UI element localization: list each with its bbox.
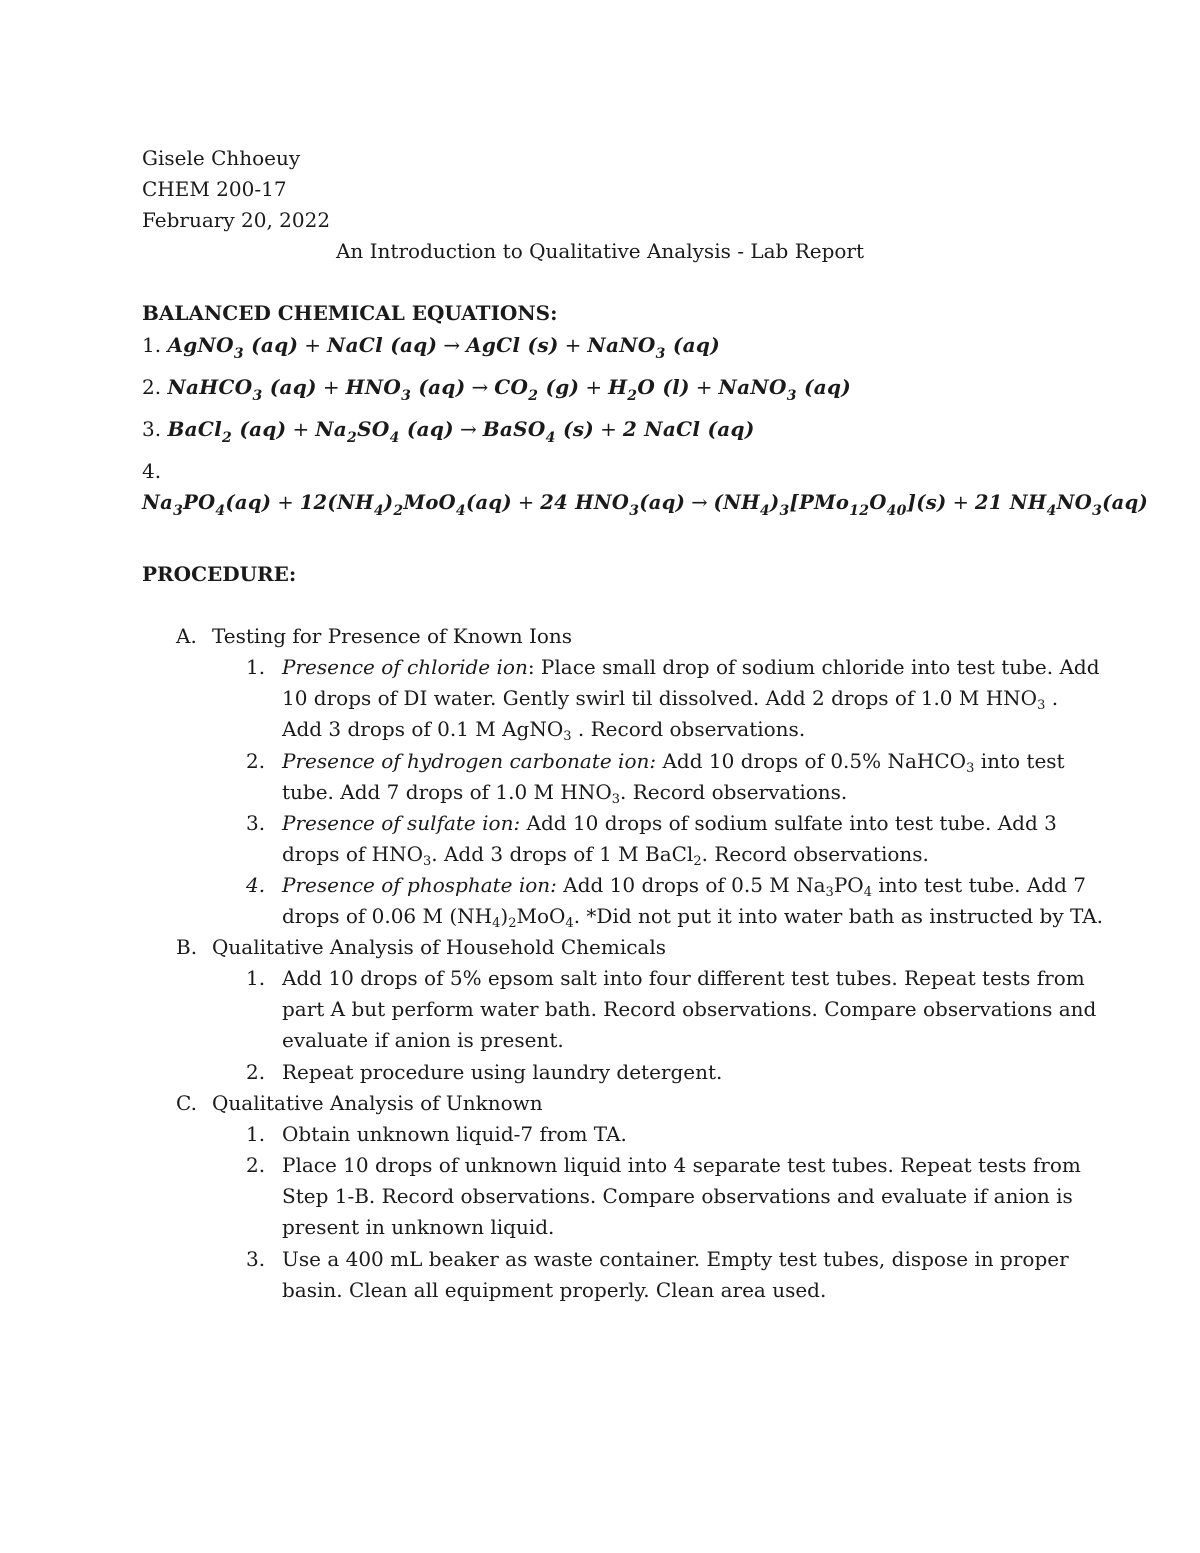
item-text: tube. Add 7 drops of 1.0 M $HNO_3$. Record observations. bbox=[282, 780, 848, 807]
item-text-line: drops of HNO bbox=[282, 842, 423, 866]
item-text-line: drops of 0.06 M (NH bbox=[282, 904, 493, 928]
procedure-heading: PROCEDURE: bbox=[142, 562, 297, 586]
equation-4: $Na_3PO_4(aq) + 12(NH_4)_2MoO_4(aq) + 24$ $HNO_3(aq) \to (NH_4)_3[PMo_{12}O_{40}](s) + 21$ $NH_4NO_3(aq)$ bbox=[142, 491, 1149, 519]
item-text: 10 drops of DI water. Gently swirl til dissolved. Add 2 drops of 1.0 M $HNO_3$ . bbox=[282, 686, 1059, 713]
report-date: February 20, 2022 bbox=[142, 208, 331, 232]
item-number: 3. bbox=[246, 1247, 266, 1271]
equations-heading: BALANCED CHEMICAL EQUATIONS: bbox=[142, 301, 558, 325]
item-text: Add 3 drops of 0.1 M AgNO$_3$ . Record observations. bbox=[282, 717, 806, 744]
item-number: 1. bbox=[246, 966, 266, 990]
equation-number: 4. bbox=[142, 459, 162, 483]
section-b bbox=[176, 934, 666, 960]
item-text: Add 10 drops of 0.5% NaHCO bbox=[656, 749, 967, 773]
item-text: evaluate if anion is present. bbox=[282, 1028, 564, 1052]
item-text-line: 10 drops of DI water. Gently swirl til dissolved. Add 2 drops of 1.0 M HNO bbox=[282, 686, 1038, 710]
list-item bbox=[246, 1152, 1081, 1178]
item-lead: Presence of chloride ion bbox=[282, 655, 528, 679]
item-lead: Presence of hydrogen carbonate ion: bbox=[282, 749, 657, 773]
item-lead: Presence of sulfate ion: bbox=[282, 811, 521, 835]
item-text: Repeat procedure using laundry detergent. bbox=[282, 1060, 723, 1084]
item-number: 1. bbox=[246, 1122, 266, 1146]
item-text: Add 10 drops of 5% epsom salt into four different test tubes. Repeat tests from bbox=[282, 966, 1085, 990]
item-number: 2. bbox=[246, 1060, 266, 1084]
item-text: into test tube. Add 7 bbox=[871, 873, 1086, 897]
course-code: CHEM 200-17 bbox=[142, 177, 287, 201]
list-item bbox=[246, 1246, 1069, 1272]
item-number: 3. bbox=[246, 811, 266, 835]
item-text: Use a 400 mL beaker as waste container. Empty test tubes, dispose in proper bbox=[282, 1247, 1069, 1271]
section-a bbox=[176, 623, 572, 649]
list-item bbox=[246, 965, 1085, 991]
item-text-line: . Record observations. bbox=[620, 780, 848, 804]
equation-2: 2. NaHCO$_3$ $(aq) + HNO_3$ $(aq) \to CO_2$ $(g) + H_2O$ (l) + NaNO$_3$ (aq) bbox=[142, 375, 852, 404]
section-label: B. bbox=[176, 935, 198, 959]
item-text-line: ) bbox=[500, 904, 509, 928]
item-text: present in unknown liquid. bbox=[282, 1215, 555, 1239]
section-label: C. bbox=[176, 1091, 197, 1115]
item-text: PO bbox=[833, 873, 864, 897]
section-title: Testing for Presence of Known Ions bbox=[212, 624, 573, 648]
item-text: Place 10 drops of unknown liquid into 4 separate test tubes. Repeat tests from bbox=[282, 1153, 1081, 1177]
item-text: Obtain unknown liquid-7 from TA. bbox=[282, 1122, 627, 1146]
item-text: Add 10 drops of 0.5 M Na bbox=[556, 873, 826, 897]
item-number: 2. bbox=[246, 1153, 266, 1177]
item-text: : Place small drop of sodium chloride into test tube. Add bbox=[527, 655, 1100, 679]
equation-number: 1. bbox=[142, 333, 162, 357]
item-text: drops of 0.06 M $(NH_4)_2MoO_4$. *Did not put it into water bath as instructed by TA. bbox=[282, 904, 1104, 931]
item-number: 1. bbox=[246, 655, 266, 679]
item-lead: Presence of phosphate ion: bbox=[282, 873, 557, 897]
item-text: into test bbox=[974, 749, 1065, 773]
author-name: Gisele Chhoeuy bbox=[142, 146, 301, 170]
item-text-line: tube. Add 7 drops of 1.0 M HNO bbox=[282, 780, 612, 804]
section-title: Qualitative Analysis of Unknown bbox=[212, 1091, 543, 1115]
section-c bbox=[176, 1090, 543, 1116]
equation-3: 3. BaCl$_2$ $(aq) + Na_2SO_4$ (aq) → BaSO$_4$ (s) + 2 NaCl (aq) bbox=[142, 417, 755, 446]
item-text: basin. Clean all equipment properly. Clean area used. bbox=[282, 1278, 827, 1302]
report-title: An Introduction to Qualitative Analysis - Lab Report bbox=[335, 239, 865, 263]
item-number: 2. bbox=[246, 749, 266, 773]
equation-number: 2. bbox=[142, 375, 162, 399]
equation-4-number bbox=[142, 458, 161, 484]
item-text-line: . Add 3 drops of 1 M BaCl bbox=[431, 842, 694, 866]
item-text: part A but perform water bath. Record observations. Compare observations and bbox=[282, 997, 1097, 1021]
list-item bbox=[246, 810, 1057, 836]
item-text-line: . *Did not put it into water bath as instructed by TA. bbox=[573, 904, 1104, 928]
equation-number: 3. bbox=[142, 417, 162, 441]
item-text: Step 1-B. Record observations. Compare observations and evaluate if anion is bbox=[282, 1184, 1073, 1208]
list-item bbox=[246, 654, 1100, 680]
item-text: drops of $HNO_3$. Add 3 drops of 1 M BaCl$_2$. Record observations. bbox=[282, 842, 929, 869]
list-item bbox=[246, 1059, 722, 1085]
section-title: Qualitative Analysis of Household Chemicals bbox=[212, 935, 667, 959]
item-number: 4. bbox=[246, 873, 266, 897]
item-text-line: Add 3 drops of 0.1 M AgNO bbox=[282, 717, 564, 741]
section-label: A. bbox=[176, 624, 197, 648]
item-text-line: . Record observations. bbox=[701, 842, 929, 866]
list-item bbox=[246, 1121, 627, 1147]
list-item: 2. Presence of hydrogen carbonate ion: Add 10 drops of 0.5% NaHCO$_3$ into test bbox=[246, 749, 1065, 776]
equation-1: 1. AgNO$_3$ (aq) + NaCl (aq) → AgCl (s) + NaNO$_3$ (aq) bbox=[142, 333, 720, 362]
item-text-line: . Record observations. bbox=[571, 717, 806, 741]
item-text-line: MoO bbox=[516, 904, 566, 928]
item-text: Add 10 drops of sodium sulfate into test tube. Add 3 bbox=[520, 811, 1057, 835]
list-item: 4. Presence of phosphate ion: Add 10 drops of 0.5 M $Na_3PO_4$ into test tube. Add 7 bbox=[246, 873, 1086, 900]
